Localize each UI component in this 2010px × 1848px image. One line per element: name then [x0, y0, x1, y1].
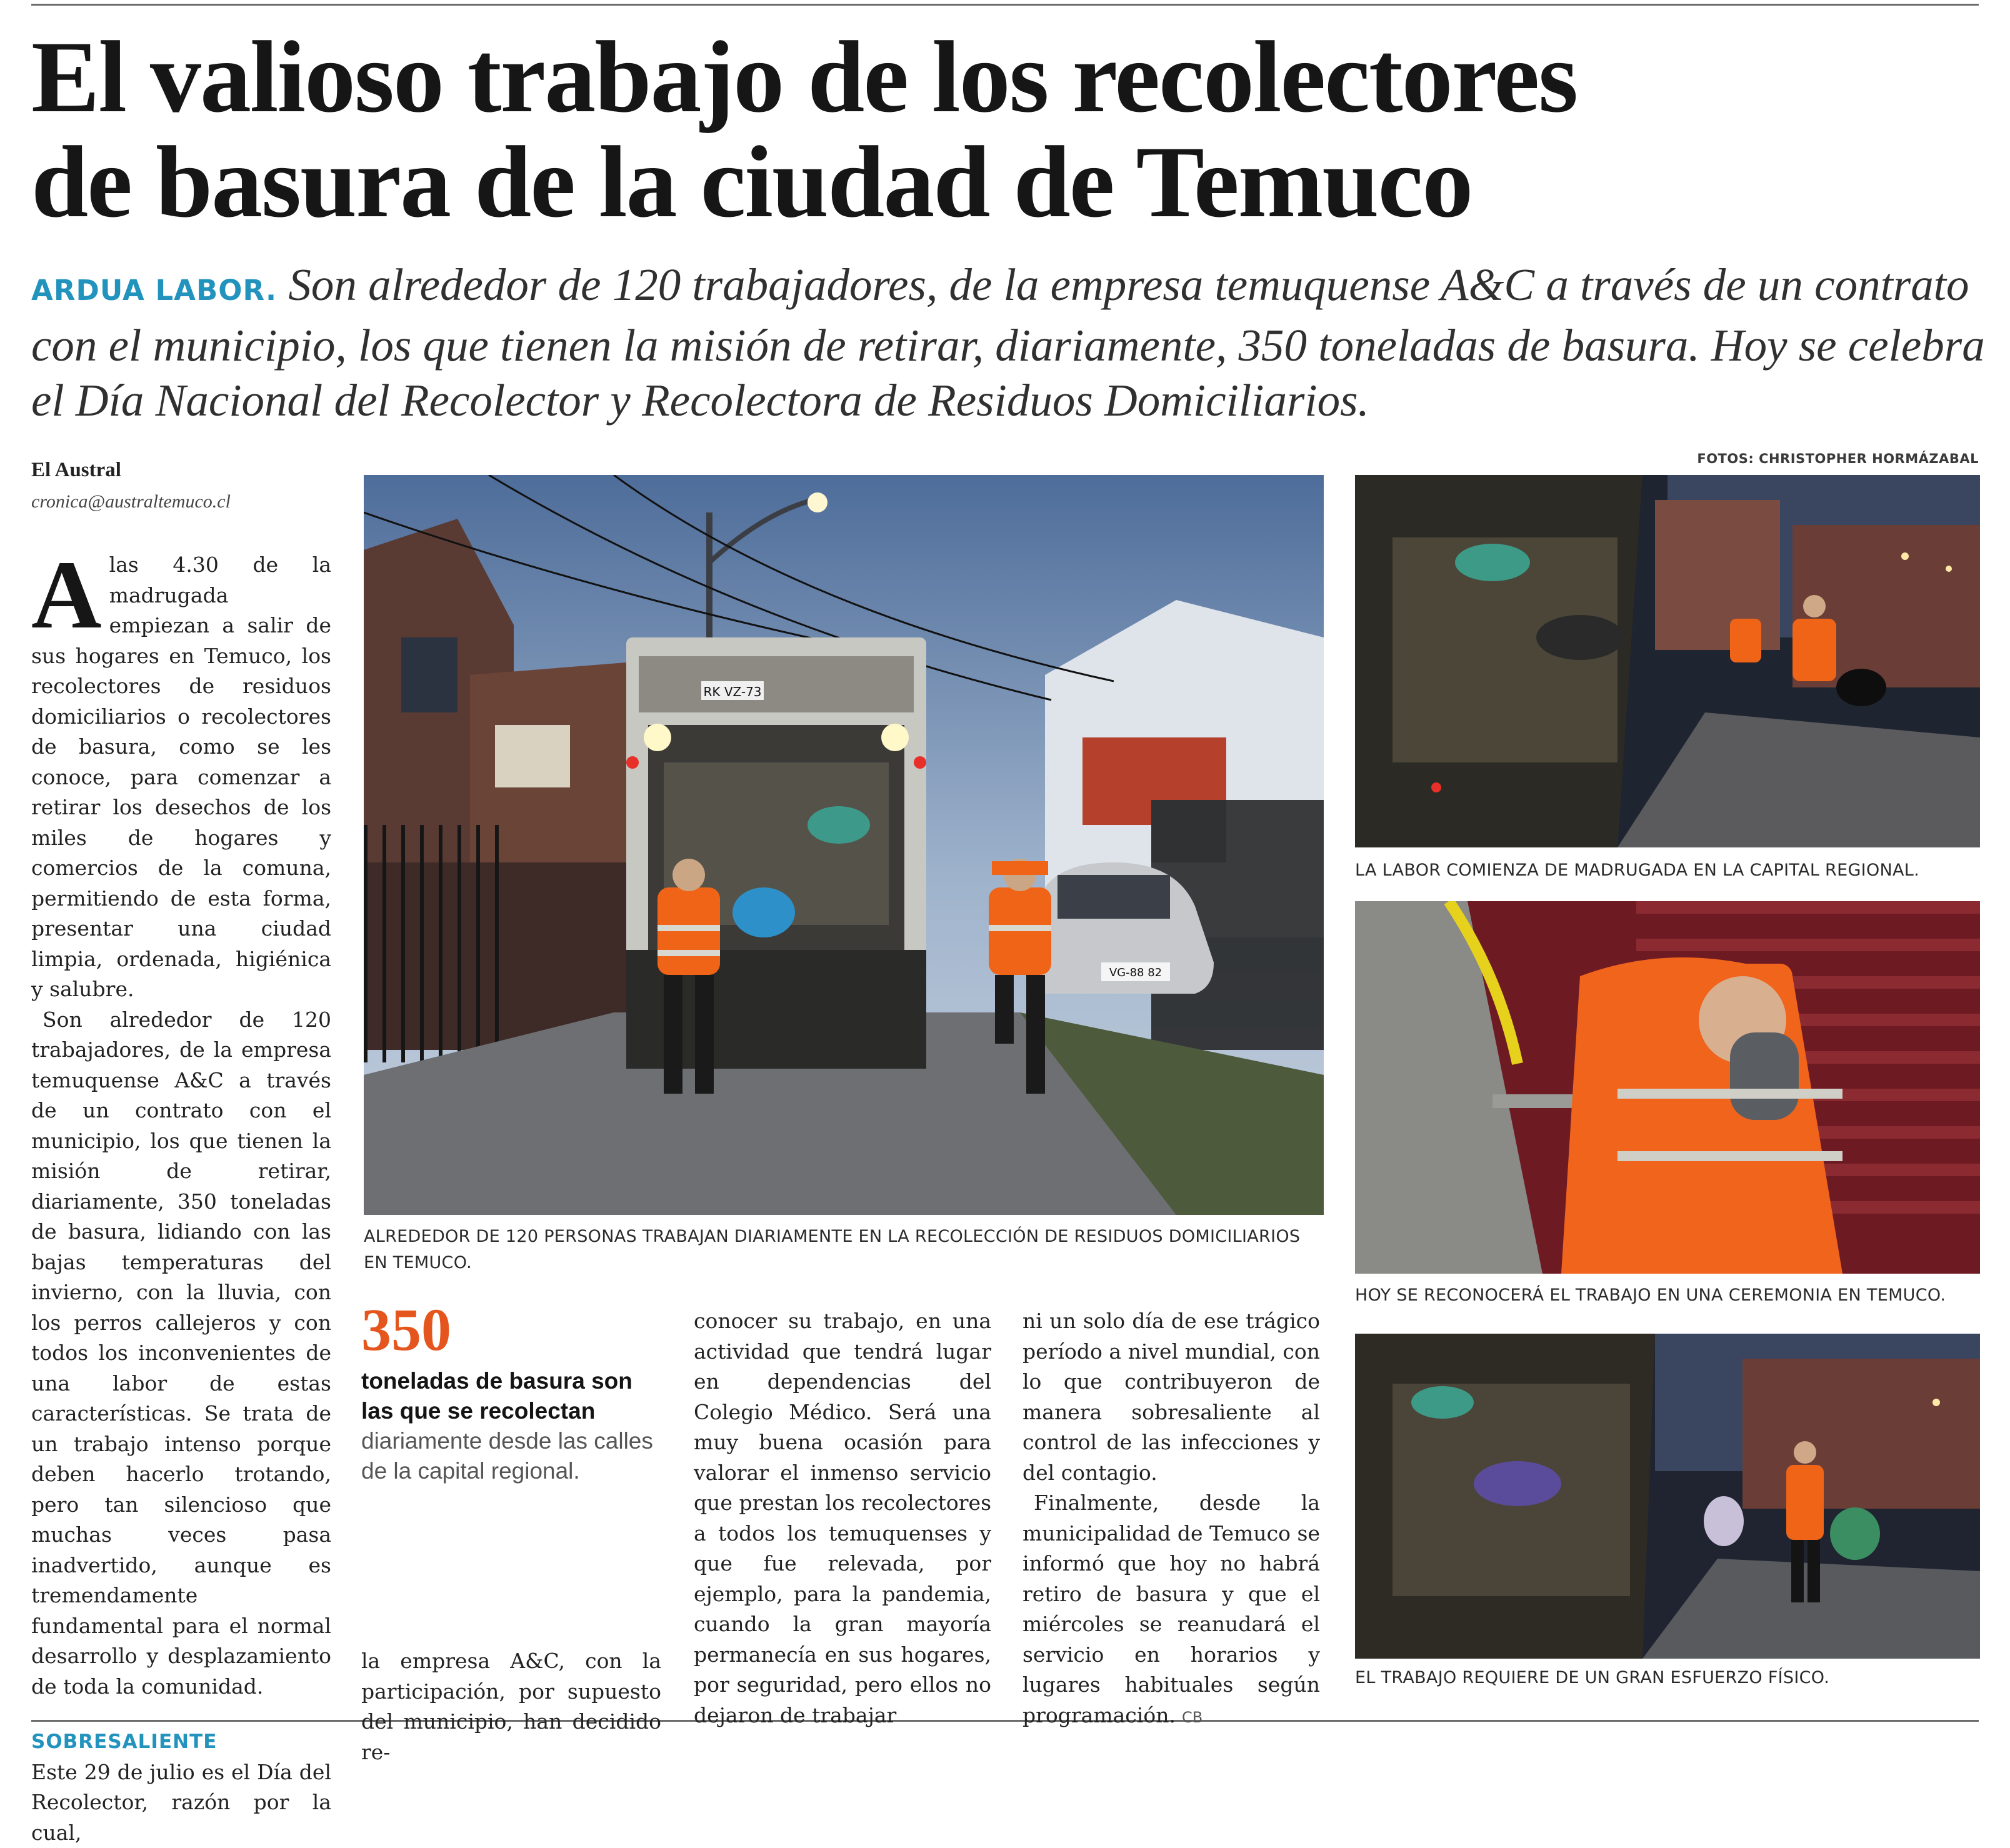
column-4-paragraph-2-text: Finalmente, desde la municipalidad de Temuco se informó que hoy no habrá retiro de basura y que el miércoles se reanudará el servicio en horarios y lugares habituales según programación.	[1022, 1491, 1320, 1727]
deck	[31, 257, 1988, 428]
side-photo-1-caption: LA LABOR COMIENZA DE MADRUGADA EN LA CAPITAL REGIONAL.	[1355, 857, 1980, 884]
pullquote-number: 350	[361, 1300, 451, 1360]
column-2-text: la empresa A&C, con la participación, por supuesto del municipio, han decidido re-	[361, 1646, 661, 1767]
side-photo-3	[1355, 1334, 1980, 1659]
top-rule	[31, 4, 1979, 6]
headline	[31, 25, 1969, 235]
body-column-2	[361, 1646, 661, 1767]
deck-kicker: ARDUA LABOR.	[31, 274, 277, 307]
side-photo-3-caption: EL TRABAJO REQUIERE DE UN GRAN ESFUERZO FÍSICO.	[1355, 1665, 1980, 1691]
column-4-paragraph-1: ni un solo día de ese trágico período a nivel mundial, con lo que contribuyeron de manera sobresaliente al control de las infecciones y del contagio.	[1022, 1306, 1320, 1488]
side-photo-1	[1355, 475, 1980, 847]
body-column-1	[31, 550, 331, 1848]
column-3-text: conocer su trabajo, en una actividad que tendrá lugar en dependencias del Colegio Médico. Será una muy buena ocasión para valorar el inmenso servicio que prestan los recolectores a todos los temuquenses y que fue relevada, por ejemplo, para la pandemia, cuando la gran mayoría permanecía en sus hogares, por seguridad, pero ellos no dejaron de trabajar	[694, 1306, 991, 1731]
main-photo-caption: ALREDEDOR DE 120 PERSONAS TRABAJAN DIARIAMENTE EN LA RECOLECCIÓN DE RESIDUOS DOMICILIARIOS EN TEMUCO.	[364, 1224, 1314, 1276]
garbage-truck-illustration	[364, 475, 1324, 1215]
photo-credit: FOTOS: CHRISTOPHER HORMÁZABAL	[1697, 451, 1979, 466]
drop-cap: A	[31, 556, 102, 634]
end-mark: CB	[1182, 1709, 1202, 1726]
paragraph-2: Son alrededor de 120 trabajadores, de la empresa temuquense A&C a través de un contrato con el municipio, los que tienen la misión de retirar, diariamente, 350 toneladas de basura, lidiando con las bajas temperaturas del invierno, con la lluvia, con los perros callejeros y con todos los inconvenientes de una labor de estas características. Se trata de un trabajo intenso porque deben hacerlo trotando, pero tan silencioso que muchas veces pasa inadvertido, aunque es tremendamente fundamental para el normal desarrollo y desplazamiento de toda la comunidad.	[31, 1005, 331, 1702]
headline-line-1: El valioso trabajo de los recolectores	[31, 21, 1577, 134]
night-collection-illustration	[1355, 475, 1980, 847]
main-photo	[364, 475, 1324, 1215]
pullquote-strong: toneladas de basura son las que se recolectan	[361, 1368, 632, 1424]
subhead-sobresaliente: SOBRESALIENTE	[31, 1727, 331, 1757]
paragraph-3: Este 29 de julio es el Día del Recolector, razón por la cual,	[31, 1757, 331, 1848]
deck-text: Son alrededor de 120 trabajadores, de la empresa temuquense A&C a través de un contrato con el municipio, los que tienen la misión de retirar, diariamente, 350 toneladas de basura. Hoy se celebra el Día Nacional del Recolector y Recolectora de Residuos Domiciliarios.	[31, 259, 1985, 426]
pullquote-light: diariamente desde las calles de la capital regional.	[361, 1428, 653, 1484]
headline-line-2: de basura de la ciudad de Temuco	[31, 126, 1472, 239]
car-plate: VG-88 82	[1109, 966, 1162, 979]
paragraph-1-text: las 4.30 de la madrugada empiezan a salir de sus hogares en Temuco, los recolectores de residuos domiciliarios o recolectores de basura, como se les conoce, para comenzar a retirar los desechos de los miles de hogares y comercios de la comuna, permitiendo de esta forma, presentar una ciudad limpia, ordenada, higiénica y salubre.	[31, 552, 331, 1001]
side-photo-2	[1355, 901, 1980, 1274]
paragraph-1	[31, 550, 331, 1005]
side-photo-2-caption: HOY SE RECONOCERÁ EL TRABAJO EN UNA CEREMONIA EN TEMUCO.	[1355, 1282, 1980, 1309]
worker-carrying-bags-illustration	[1355, 1334, 1980, 1659]
truck-plate: RK VZ-73	[703, 684, 761, 699]
body-column-4	[1022, 1306, 1320, 1732]
body-column-3	[694, 1306, 991, 1731]
byline-email: cronica@australtemuco.cl	[31, 491, 231, 512]
pullquote	[361, 1366, 655, 1486]
column-4-paragraph-2	[1022, 1488, 1320, 1732]
byline-name: El Austral	[31, 459, 121, 482]
worker-thumbs-up-illustration	[1355, 901, 1980, 1274]
